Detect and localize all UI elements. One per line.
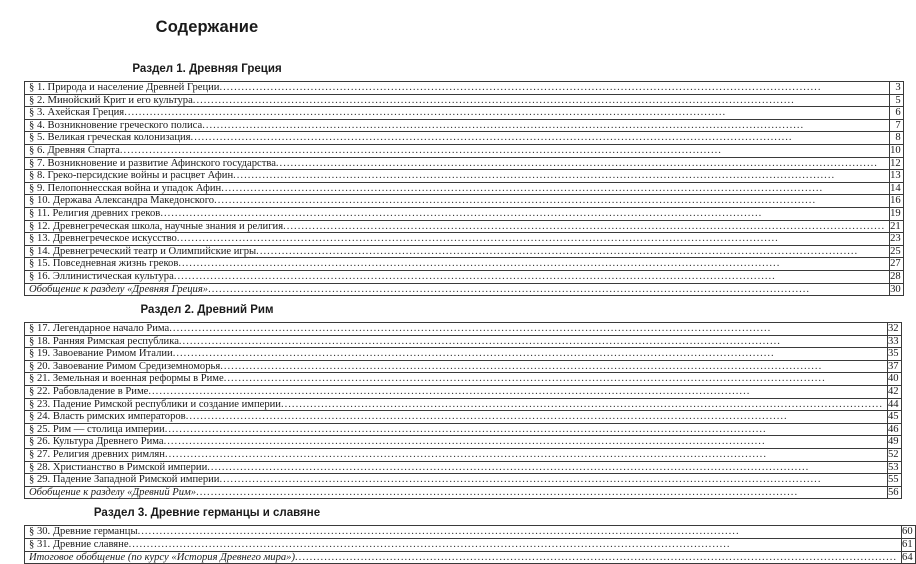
- toc-entry-title: [25, 411, 888, 424]
- page-number: 14: [890, 182, 904, 195]
- entry-label: § 13. Древнегреческое искусство: [29, 233, 177, 245]
- section-heading: Раздел 2. Древний Рим: [140, 304, 274, 317]
- entry-label: § 23. Падение Римской республики и создание империи: [29, 398, 281, 410]
- dot-leader: [165, 449, 883, 461]
- toc-entry-title: [25, 119, 890, 132]
- entry-label: § 20. Завоевание Римом Средиземноморья: [29, 360, 221, 372]
- page-number: 3: [890, 82, 904, 95]
- dot-leader: [129, 539, 897, 551]
- entry-label: § 19. Завоевание Римом Италии: [29, 348, 173, 360]
- toc-table: [24, 322, 902, 499]
- toc-row[interactable]: [25, 335, 902, 348]
- toc-table: [24, 81, 904, 296]
- page-number: 27: [890, 258, 904, 271]
- toc-table: [24, 525, 916, 564]
- page-number: 44: [887, 398, 901, 411]
- toc-row[interactable]: [25, 144, 904, 157]
- toc-entry-title: [25, 436, 888, 449]
- page-number: 32: [887, 323, 901, 336]
- entry-label: § 14. Древнегреческий театр и Олимпийские игры: [29, 245, 257, 257]
- dot-leader: [281, 399, 883, 411]
- summary-label: Итоговое обобщение (по курсу «История Древнего мира»): [29, 551, 296, 563]
- page-number: 52: [887, 449, 901, 462]
- toc-entry-title: [25, 551, 902, 564]
- toc-row[interactable]: [25, 245, 904, 258]
- page-number: 56: [887, 486, 901, 499]
- toc-row[interactable]: [25, 449, 902, 462]
- toc-entry-title: [25, 94, 890, 107]
- toc-row[interactable]: [25, 182, 904, 195]
- entry-label: § 9. Пелопоннесская война и упадок Афин: [29, 182, 222, 194]
- dot-leader: [160, 208, 885, 220]
- toc-entry-title: [25, 132, 890, 145]
- toc-row[interactable]: [25, 207, 904, 220]
- toc-entry-title: [25, 270, 890, 283]
- toc-summary-row[interactable]: [25, 551, 916, 564]
- entry-label: § 16. Эллинистическая культура: [29, 270, 174, 282]
- dot-leader: [186, 411, 883, 423]
- entry-label: § 22. Рабовладение в Риме: [29, 386, 149, 398]
- toc-entry-title: [25, 182, 890, 195]
- dot-leader: [179, 336, 883, 348]
- dot-leader: [220, 361, 883, 373]
- dot-leader: [219, 474, 883, 486]
- toc-row[interactable]: [25, 82, 904, 95]
- toc-entry-title: [25, 539, 902, 552]
- toc-entry-title: [25, 107, 890, 120]
- dot-leader: [165, 424, 883, 436]
- page-number: 40: [887, 373, 901, 386]
- entry-label: § 31. Древние славяне: [29, 539, 129, 550]
- toc-row[interactable]: [25, 373, 902, 386]
- toc-row[interactable]: [25, 132, 904, 145]
- dot-leader: [221, 183, 885, 195]
- entry-label: § 17. Легендарное начало Рима: [29, 323, 170, 335]
- page-number: 37: [887, 360, 901, 373]
- dot-leader: [124, 107, 885, 119]
- page-number: 16: [890, 195, 904, 208]
- entry-label: § 5. Великая греческая колонизация: [29, 132, 191, 144]
- dot-leader: [148, 386, 883, 398]
- page-number: 46: [887, 423, 901, 436]
- dot-leader: [177, 233, 885, 245]
- entry-label: § 27. Религия древних римлян: [29, 449, 165, 461]
- toc-entry-title: [25, 233, 890, 246]
- entry-label: § 30. Древние германцы: [29, 526, 138, 538]
- toc-row[interactable]: [25, 526, 916, 539]
- page-number: 55: [887, 474, 901, 487]
- toc-entry-title: [25, 486, 888, 499]
- page-number: 6: [890, 107, 904, 120]
- toc-row[interactable]: [25, 436, 902, 449]
- toc-row[interactable]: [25, 539, 916, 552]
- dot-leader: [207, 462, 883, 474]
- toc-entry-title: [25, 220, 890, 233]
- toc-row[interactable]: [25, 323, 902, 336]
- toc-entry-title: [25, 386, 888, 399]
- section-heading: Раздел 3. Древние германцы и славяне: [93, 507, 321, 520]
- entry-label: § 25. Рим — столица империи: [29, 423, 165, 435]
- dot-leader: [219, 82, 885, 94]
- page-number: 42: [887, 386, 901, 399]
- dot-leader: [193, 95, 885, 107]
- entry-label: § 1. Природа и население Древней Греции: [29, 82, 220, 93]
- toc-row[interactable]: [25, 386, 902, 399]
- toc-row[interactable]: [25, 94, 904, 107]
- toc-entry-title: [25, 82, 890, 95]
- toc-entry-title: [25, 195, 890, 208]
- toc-row[interactable]: [25, 170, 904, 183]
- entry-label: § 21. Земельная и военная реформы в Риме: [29, 373, 224, 385]
- dot-leader: [174, 271, 885, 283]
- toc-row[interactable]: [25, 119, 904, 132]
- dot-leader: [233, 170, 885, 182]
- dot-leader: [224, 373, 883, 385]
- page-title: Содержание: [155, 18, 259, 36]
- page-number: 19: [890, 207, 904, 220]
- entry-label: § 8. Греко-персидские войны и расцвет Афин: [29, 170, 234, 182]
- toc-summary-row[interactable]: [25, 283, 904, 296]
- page-number: 49: [887, 436, 901, 449]
- entry-label: § 26. Культура Древнего Рима: [29, 436, 164, 448]
- toc-row[interactable]: [25, 220, 904, 233]
- page-number: 28: [890, 270, 904, 283]
- toc-row[interactable]: [25, 474, 902, 487]
- toc-row[interactable]: [25, 423, 902, 436]
- dot-leader: [202, 120, 885, 132]
- toc-row[interactable]: [25, 348, 902, 361]
- dot-leader: [208, 284, 885, 296]
- page-number: 12: [890, 157, 904, 170]
- dot-leader: [164, 436, 883, 448]
- page-number: 13: [890, 170, 904, 183]
- page-number: 21: [890, 220, 904, 233]
- page-number: 64: [902, 551, 916, 564]
- toc-entry-title: [25, 157, 890, 170]
- toc-row[interactable]: [25, 411, 902, 424]
- dot-leader: [178, 258, 885, 270]
- toc-row[interactable]: [25, 360, 902, 373]
- toc-entry-title: [25, 461, 888, 474]
- dot-leader: [173, 348, 883, 360]
- page-number: 33: [887, 335, 901, 348]
- entry-label: § 3. Ахейская Греция: [29, 107, 125, 119]
- toc-entry-title: [25, 144, 890, 157]
- page-number: 10: [890, 144, 904, 157]
- section-heading: Раздел 1. Древняя Греция: [132, 63, 282, 75]
- dot-leader: [120, 145, 885, 157]
- entry-label: § 15. Повседневная жизнь греков: [29, 258, 179, 270]
- page-number: 23: [890, 233, 904, 246]
- toc-row[interactable]: [25, 398, 902, 411]
- toc-summary-row[interactable]: [25, 486, 902, 499]
- entry-label: § 29. Падение Западной Римской империи: [29, 474, 220, 486]
- dot-leader: [169, 323, 883, 335]
- entry-label: § 28. Христианство в Римской империи: [29, 461, 208, 473]
- entry-label: § 4. Возникновение греческого полиса: [29, 119, 203, 131]
- page-number: 30: [890, 283, 904, 296]
- toc-entry-title: [25, 170, 890, 183]
- page-number: 35: [887, 348, 901, 361]
- toc-row[interactable]: [25, 233, 904, 246]
- summary-label: Обобщение к разделу «Древняя Греция»: [29, 283, 209, 295]
- page-number: 5: [890, 94, 904, 107]
- toc-entry-title: [25, 258, 890, 271]
- dot-leader: [283, 221, 885, 233]
- entry-label: § 10. Держава Александра Македонского: [29, 195, 215, 207]
- section-gap: [24, 499, 390, 507]
- dot-leader: [276, 158, 885, 170]
- dot-leader: [214, 195, 885, 207]
- toc-entry-title: [25, 449, 888, 462]
- toc-entry-title: [25, 474, 888, 487]
- entry-label: § 6. Древняя Спарта: [29, 144, 120, 156]
- toc-row[interactable]: [25, 258, 904, 271]
- summary-label: Обобщение к разделу «Древний Рим»: [29, 486, 197, 498]
- toc-entry-title: [25, 245, 890, 258]
- page-number: 8: [890, 132, 904, 145]
- entry-label: § 12. Древнегреческая школа, научные знания и религия: [29, 220, 284, 232]
- entry-label: § 24. Власть римских императоров: [29, 411, 186, 423]
- toc-entry-title: [25, 348, 888, 361]
- toc-entry-title: [25, 360, 888, 373]
- page-number: 7: [890, 119, 904, 132]
- dot-leader: [138, 526, 897, 538]
- toc-row[interactable]: [25, 461, 902, 474]
- toc-entry-title: [25, 207, 890, 220]
- entry-label: § 2. Минойский Крит и его культура: [29, 94, 193, 106]
- page-number: 60: [902, 526, 916, 539]
- page-number: 53: [887, 461, 901, 474]
- toc-row[interactable]: [25, 107, 904, 120]
- toc-entry-title: [25, 335, 888, 348]
- toc-row[interactable]: [25, 157, 904, 170]
- toc-row[interactable]: [25, 195, 904, 208]
- dot-leader: [191, 132, 886, 144]
- section-gap: [24, 296, 390, 304]
- entry-label: § 7. Возникновение и развитие Афинского государства: [29, 157, 276, 169]
- toc-entry-title: [25, 398, 888, 411]
- toc-row[interactable]: [25, 270, 904, 283]
- page-number: 61: [902, 539, 916, 552]
- toc-entry-title: [25, 323, 888, 336]
- dot-leader: [196, 487, 883, 499]
- dot-leader: [256, 246, 885, 258]
- toc-entry-title: [25, 526, 902, 539]
- page-number: 25: [890, 245, 904, 258]
- entry-label: § 18. Ранняя Римская республика: [29, 335, 179, 347]
- toc-entry-title: [25, 423, 888, 436]
- entry-label: § 11. Религия древних греков: [29, 207, 161, 219]
- toc-entry-title: [25, 283, 890, 296]
- toc-entry-title: [25, 373, 888, 386]
- toc-sections: [24, 63, 913, 564]
- page-number: 45: [887, 411, 901, 424]
- dot-leader: [295, 552, 897, 564]
